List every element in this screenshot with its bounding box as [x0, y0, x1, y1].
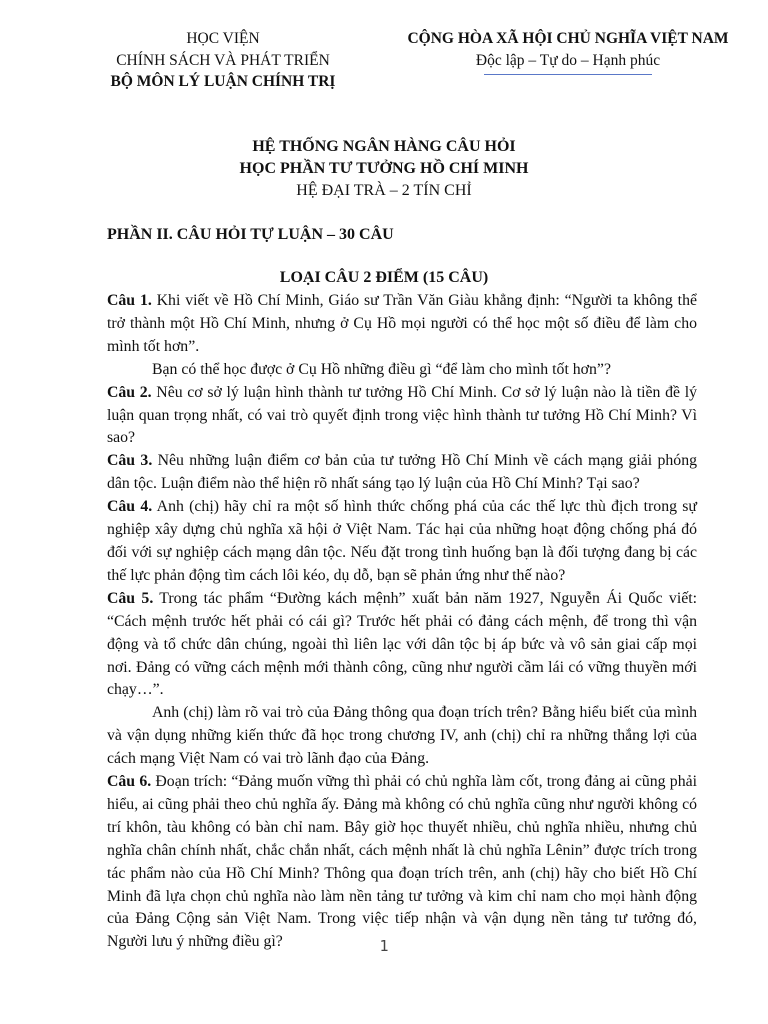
- question-1-follow-up: Bạn có thể học được ở Cụ Hồ những điều gì “để làm cho mình tốt hơn”?: [152, 360, 611, 378]
- question-6: [107, 771, 697, 954]
- question-label: Câu 6.: [107, 773, 152, 791]
- question-text: Anh (chị) hãy chỉ ra một số hình thức chống phá của các thế lực thù địch trong sự nghiệp xây dựng chủ nghĩa xã hội ở Việt Nam. Tác hại của những hoạt động chống phá đó đối với sự nghiệp cách mạng dân tộc. Nếu đặt trong tình huống bạn là đối tượng đang bị các thế lực phản động tìm cách lôi kéo, dụ dỗ, bạn sẽ phản ứng như thế nào?: [107, 498, 697, 584]
- document-title: [0, 136, 768, 202]
- question-text: Trong tác phẩm “Đường kách mệnh” xuất bản năm 1927, Nguyễn Ái Quốc viết: “Cách mệnh trước hết phải có cái gì? Trước hết phải có đảng cách mệnh, để trong thì vận động và tổ chức dân chúng, ngoài thì liên lạc với dân tộc bị áp bức và vô sản giai cấp mọi nơi. Đảng có vững cách mệnh mới thành công, cũng như người cầm lái có vững thuyền mới chạy…”.: [107, 589, 697, 699]
- page-number: 1: [379, 937, 389, 955]
- national-motto-wrap: [476, 50, 660, 72]
- nation-name: CỘNG HÒA XÃ HỘI CHỦ NGHĨA VIỆT NAM: [407, 30, 729, 47]
- question-label: Câu 5.: [107, 589, 154, 607]
- question-text: Đoạn trích: “Đảng muốn vững thì phải có chủ nghĩa làm cốt, trong đảng ai cũng phải hiểu, ai cũng phải theo chủ nghĩa ấy. Đảng mà không có chủ nghĩa cũng như người không có trí khôn, tàu không có bàn chỉ nam. Bây giờ học thuyết nhiều, chủ nghĩa nhiều, nhưng chủ nghĩa chân chính nhất, chắc chắn nhất, cách mệnh nhất là chủ nghĩa Lênin” được trích trong tác phẩm nào của Hồ Chí Minh? Thông qua đoạn trích trên, anh (chị) hãy cho biết Hồ Chí Minh đã lựa chọn chủ nghĩa nào làm nền tảng tư tưởng và kim chỉ nam cho mọi hành động của Đảng Cộng sản Việt Nam. Trong việc tiếp nhận và vận dụng nền tảng tư tưởng đó, Người lưu ý những điều gì?: [107, 773, 698, 951]
- question-list: [107, 290, 697, 954]
- question-text: Nêu những luận điểm cơ bản của tư tưởng Hồ Chí Minh về cách mạng giải phóng dân tộc. Luận điểm nào thể hiện rõ nhất sáng tạo lý luận của Hồ Chí Minh? Tại sao?: [107, 452, 698, 493]
- title-line-1: HỆ THỐNG NGÂN HÀNG CÂU HỎI: [252, 138, 516, 155]
- question-2: [107, 382, 697, 451]
- institution-header: [86, 28, 360, 93]
- question-label: Câu 2.: [107, 383, 152, 401]
- national-motto: Độc lập – Tự do – Hạnh phúc: [475, 52, 661, 69]
- question-5-follow-up: Anh (chị) làm rõ vai trò của Đảng thông qua đoạn trích trên? Bằng hiểu biết của mình và vận dụng những kiến thức đã học trong chương IV, anh (chị) chỉ ra những thắng lợi của cách mạng Việt Nam có vai trò lãnh đạo của Đảng.: [107, 704, 697, 768]
- department-name: BỘ MÔN LÝ LUẬN CHÍNH TRỊ: [110, 73, 336, 90]
- question-5: [107, 588, 697, 703]
- title-line-3: HỆ ĐẠI TRÀ – 2 TÍN CHỈ: [296, 182, 472, 199]
- question-4: [107, 496, 697, 588]
- motto-underline: [484, 74, 652, 75]
- group-heading: LOẠI CÂU 2 ĐIỂM (15 CÂU): [279, 269, 489, 286]
- national-header: [388, 28, 748, 72]
- institution-line-2: CHÍNH SÁCH VÀ PHÁT TRIỂN: [116, 51, 330, 69]
- section-heading: PHẦN II. CÂU HỎI TỰ LUẬN – 30 CÂU: [107, 226, 394, 243]
- question-3: [107, 450, 697, 496]
- question-label: Câu 3.: [107, 452, 153, 470]
- question-text: Nêu cơ sở lý luận hình thành tư tưởng Hồ Chí Minh. Cơ sở lý luận nào là tiền đề lý luận quan trọng nhất, có vai trò quyết định trong việc hình thành tư tưởng Hồ Chí Minh? Vì sao?: [107, 383, 697, 447]
- question-text: Khi viết về Hồ Chí Minh, Giáo sư Trần Văn Giàu khẳng định: “Người ta không thể trở thành một Hồ Chí Minh, nhưng ở Cụ Hồ mọi người có thể học một số điều để làm cho mình tốt hơn”.: [107, 292, 697, 355]
- question-label: Câu 4.: [107, 498, 153, 516]
- question-label: Câu 1.: [107, 292, 152, 309]
- title-line-2: HỌC PHẦN TƯ TƯỞNG HỒ CHÍ MINH: [239, 160, 529, 177]
- question-1: [107, 290, 697, 359]
- institution-line-1: HỌC VIỆN: [186, 30, 260, 47]
